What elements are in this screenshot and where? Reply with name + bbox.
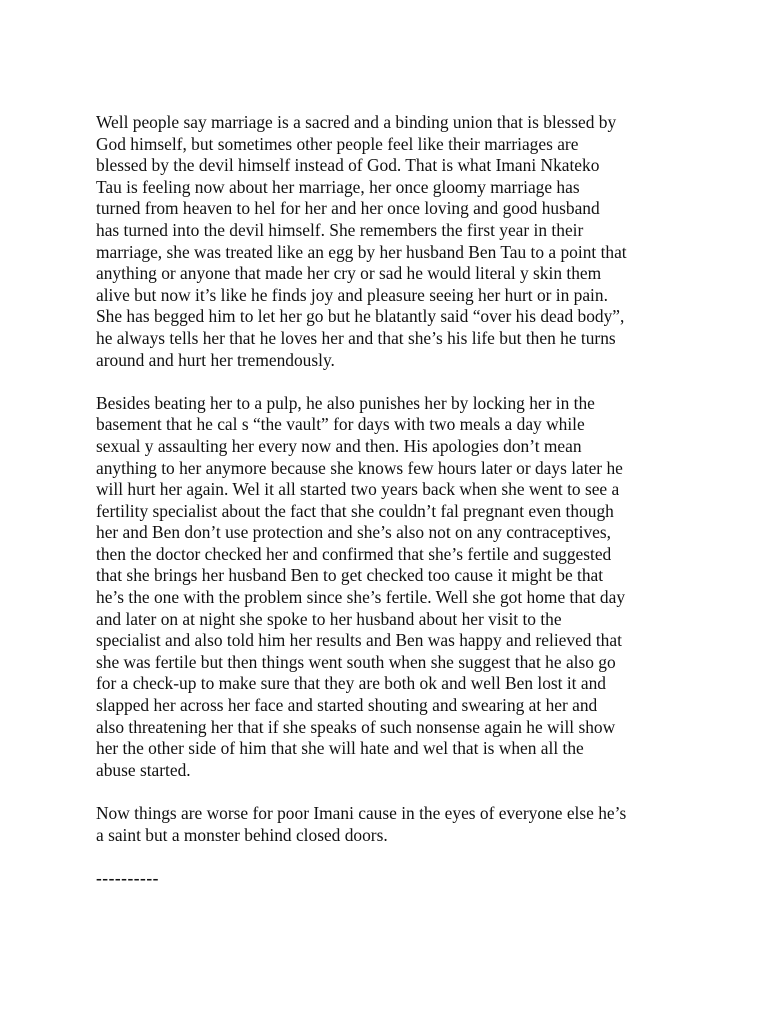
paragraph-3: [96, 803, 682, 846]
text-line: Besides beating her to a pulp, he also punishes her by locking her in the: [96, 392, 595, 413]
text-line: Now things are worse for poor Imani cause in the eyes of everyone else he’s: [96, 803, 627, 823]
section-separator: ----------: [96, 867, 159, 888]
text-line: turned from heaven to hel for her and her once loving and good husband: [96, 198, 600, 219]
text-line: basement that he cal s “the vault” for days with two meals a day while: [96, 414, 585, 435]
text-line: then the doctor checked her and confirmed that she’s fertile and suggested: [96, 543, 612, 564]
text-line: She has begged him to let her go but he blatantly said “over his dead body”,: [96, 306, 625, 327]
text-line: he always tells her that he loves her and that she’s his life but then he turns: [96, 327, 616, 348]
text-line: will hurt her again. Wel it all started two years back when she went to see a: [96, 479, 620, 500]
text-line: he’s the one with the problem since she’s fertile. Well she got home that day: [96, 587, 626, 608]
text-line: her and Ben don’t use protection and she’s also not on any contraceptives,: [96, 522, 611, 543]
text-line: sexual y assaulting her every now and then. His apologies don’t mean: [96, 435, 582, 456]
text-line: God himself, but sometimes other people feel like their marriages are: [96, 133, 579, 154]
text-line: specialist and also told him her results and Ben was happy and relieved that: [96, 630, 622, 651]
text-line: Well people say marriage is a sacred and a binding union that is blessed by: [96, 112, 617, 132]
text-line: and later on at night she spoke to her husband about her visit to the: [96, 608, 562, 629]
text-line: alive but now it’s like he finds joy and pleasure seeing her hurt or in pain.: [96, 284, 608, 305]
text-line: for a check-up to make sure that they are both ok and well Ben lost it and: [96, 673, 606, 694]
text-line: slapped her across her face and started shouting and swearing at her and: [96, 695, 598, 716]
text-line: fertility specialist about the fact that she couldn’t fal pregnant even though: [96, 500, 614, 521]
text-line: her the other side of him that she will hate and wel that is when all the: [96, 738, 584, 759]
text-line: anything to her anymore because she knows few hours later or days later he: [96, 457, 623, 478]
text-line: that she brings her husband Ben to get checked too cause it might be that: [96, 565, 604, 586]
text-line: a saint but a monster behind closed doors.: [96, 824, 388, 845]
text-line: abuse started.: [96, 759, 191, 780]
text-line: has turned into the devil himself. She remembers the first year in their: [96, 219, 584, 240]
paragraph-1: [96, 112, 682, 371]
text-line: anything or anyone that made her cry or sad he would literal y skin them: [96, 263, 602, 284]
text-line: also threatening her that if she speaks of such nonsense again he will show: [96, 716, 616, 737]
paragraph-2: [96, 393, 682, 782]
text-line: Tau is feeling now about her marriage, her once gloomy marriage has: [96, 176, 580, 197]
text-line: blessed by the devil himself instead of God. That is what Imani Nkateko: [96, 155, 600, 176]
document-page: [96, 112, 682, 889]
text-line: around and hurt her tremendously.: [96, 349, 335, 370]
text-line: marriage, she was treated like an egg by her husband Ben Tau to a point that: [96, 241, 627, 262]
text-line: she was fertile but then things went south when she suggest that he also go: [96, 651, 616, 672]
